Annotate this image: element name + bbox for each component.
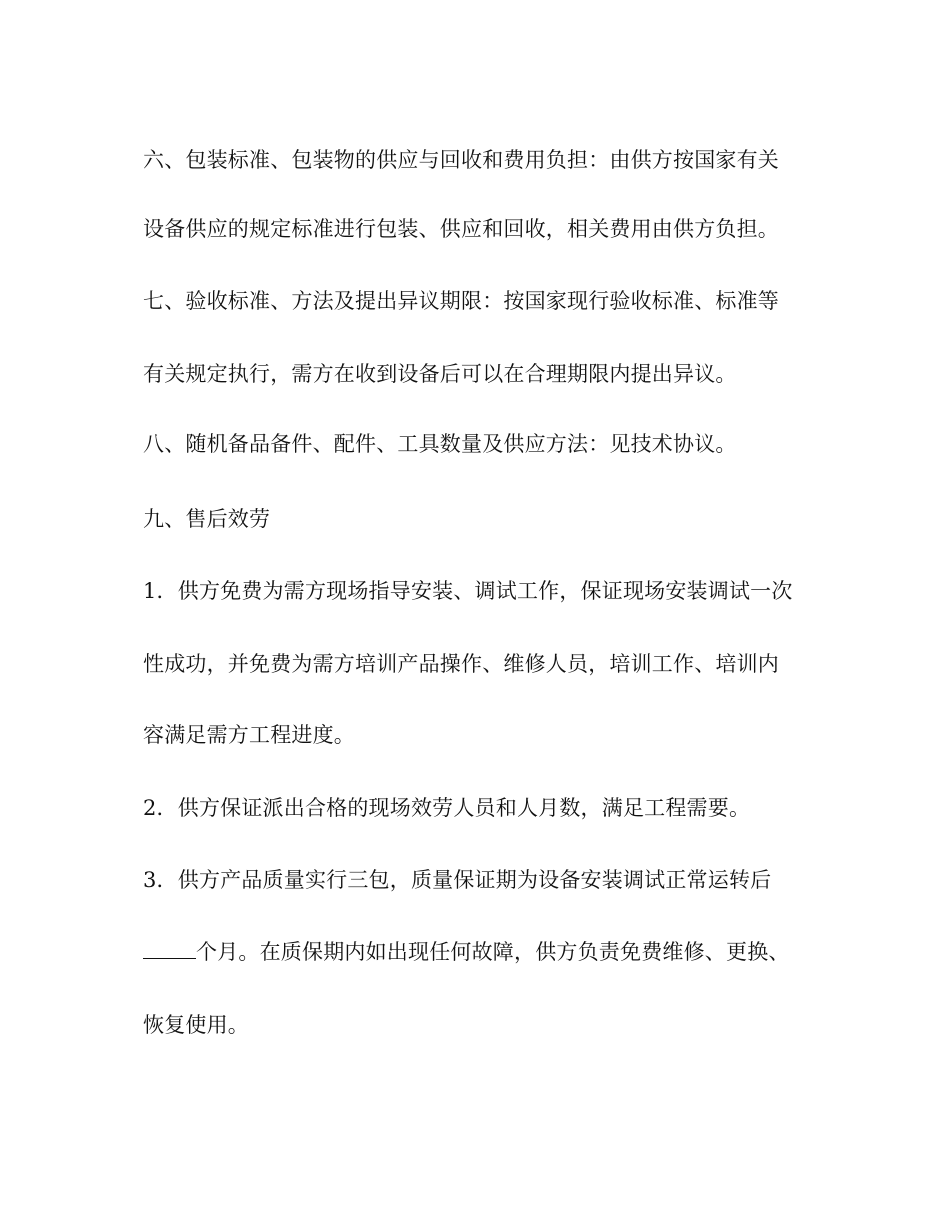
item-3-line-2-text: 个月。在质保期内如出现任何故障，供方负责免费维修、更换、: [196, 940, 790, 964]
clause-6-line-1: 六、包装标准、包装物的供应与回收和费用负担：由供方按国家有关: [143, 148, 779, 172]
item-3-line-2: [143, 937, 790, 967]
clause-8-line: 八、随机备品备件、配件、工具数量及供应方法：见技术协议。: [143, 432, 737, 456]
item-1-line-1: 1．供方免费为需方现场指导安装、调试工作，保证现场安装调试一次: [143, 579, 793, 603]
item-3-line-3: 恢复使用。: [143, 1013, 249, 1037]
clause-7-line-1: 七、验收标准、方法及提出异议期限：按国家现行验收标准、标准等: [143, 289, 779, 313]
item-1-line-2: 性成功，并免费为需方培训产品操作、维修人员，培训工作、培训内: [143, 652, 779, 676]
clause-6-line-2: 设备供应的规定标准进行包装、供应和回收，相关费用由供方负担。: [143, 217, 779, 241]
item-2-line: 2．供方保证派出合格的现场效劳人员和人月数，满足工程需要。: [143, 796, 751, 820]
item-1-line-3: 容满足需方工程进度。: [143, 723, 355, 747]
clause-7-line-2: 有关规定执行，需方在收到设备后可以在合理期限内提出异议。: [143, 362, 737, 386]
item-3-line-1: 3．供方产品质量实行三包，质量保证期为设备安装调试正常运转后: [143, 868, 772, 892]
clause-9-heading: 九、售后效劳: [143, 507, 271, 531]
blank-fill-line: [143, 938, 196, 959]
